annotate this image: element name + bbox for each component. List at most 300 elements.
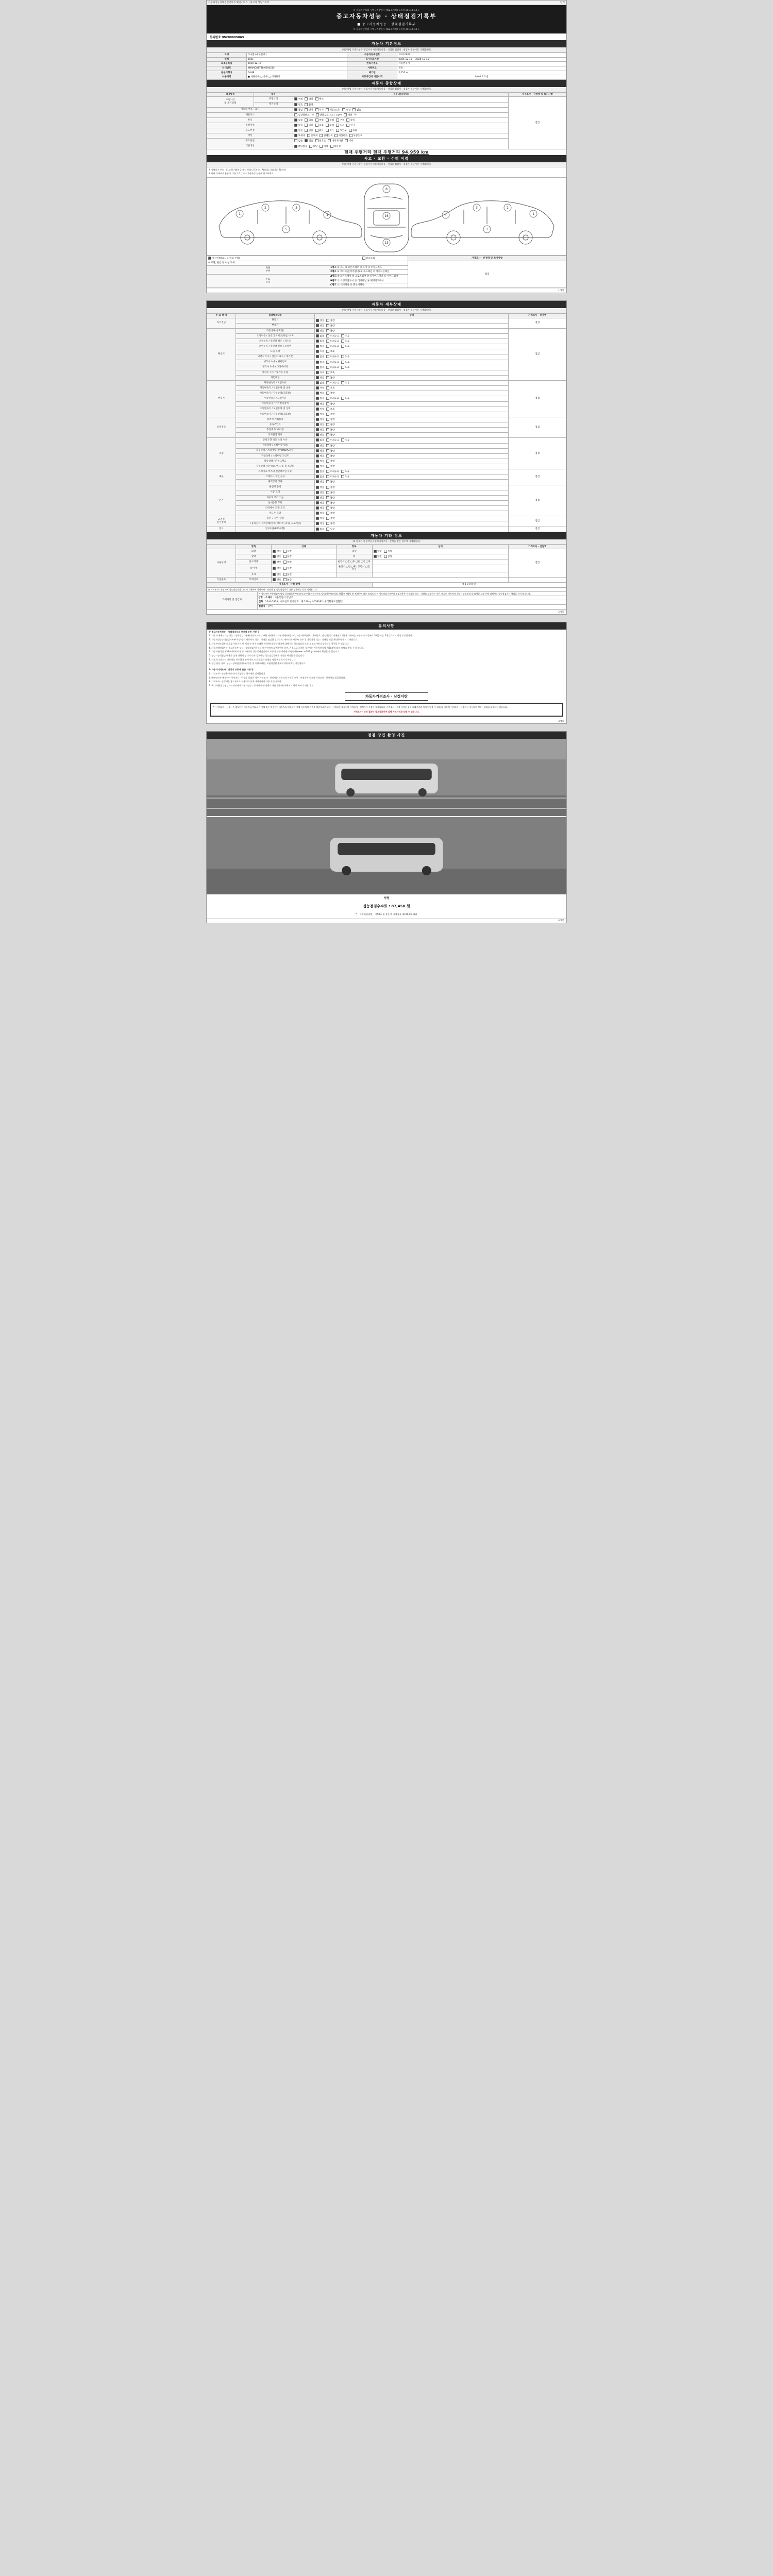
col-head-content: 내용 xyxy=(254,92,293,97)
detail-item-options[interactable]: 양호 불량 xyxy=(315,328,509,333)
detail-item-label: 냉각수 누수 / 라디에이터 xyxy=(236,365,314,370)
browser-title: 자동차성능상태점검기록부 확인서비스 | 중고차 성능기록부 xyxy=(208,2,270,4)
detail-item-label: 오일누유 / 실린더 커버(로커암) 커버 xyxy=(236,333,314,338)
detail-group-price: 점검 xyxy=(509,516,566,527)
detail-item-options[interactable]: 양호 불량 xyxy=(315,375,509,380)
detail-item-options[interactable]: 양호 불량 xyxy=(315,453,509,459)
total-label: 가격조사 · 산정 합계 xyxy=(207,583,373,587)
label-year: 연식 xyxy=(207,57,247,62)
detail-item-options[interactable]: 없음 미세누유 누유 xyxy=(315,469,509,474)
other-item-right: 운전석 □전 □후 □운 □전 □후 xyxy=(336,560,372,565)
other-options-left[interactable]: 양호 불량 xyxy=(272,572,336,577)
page-2-footer: 2/4쪽 xyxy=(207,609,566,614)
section-detail-sub: (자동차법 기준사항은 점검자가 자동차등록증 · 산업용 점검사 · 점검자 경우에만 기재합니다) xyxy=(207,308,566,313)
row-cat-color: 색상 xyxy=(207,133,293,139)
detail-item-label: 작동상태 / 스티어링 조인트 xyxy=(236,453,314,459)
price-definition-body: * 「가격조사 · 산정」은 매도인이 자동차를 매도하기 전에 또는 매수인이 자동차를 매수하기 전에 자동차의 가격을 객관적으로 조사 · 산정하는 제도이며 가격조사 · 산정자가 산정한 가격입니다. 가격조사 · 산정 가격은 실제 거래가격과 차이가 있을 수 있으며, 자동차 가격조사 · 산정자는 자동차의 성능 · 상태를 보증하지 않습니다. xyxy=(213,705,508,708)
table-row xyxy=(207,318,566,323)
detail-item-label: 수동변속기 / 오일누유 xyxy=(236,396,314,401)
other-options-right[interactable] xyxy=(372,560,509,565)
detail-group-price: 점검 xyxy=(509,469,566,485)
page-3-footer: 3/4쪽 xyxy=(207,719,566,723)
accident-note-1: ※ 상태표시 부호 : X(교환), W(판금 또는 용접), C(부식), A(흠집), U(요철), T(손상) xyxy=(209,168,286,171)
table-row xyxy=(207,527,566,532)
svg-text:3: 3 xyxy=(476,206,478,210)
row-opts-plate[interactable]: 동일 상이 부식 훼손(오손) 변경 없음 xyxy=(293,107,509,112)
detail-group-label: 제동 xyxy=(207,469,236,485)
detail-group-label: 연료 xyxy=(207,527,236,532)
other-col-state2: 상태 xyxy=(372,545,509,549)
detail-item-options[interactable]: 양호 불량 xyxy=(315,433,509,438)
notice-item: 3. 자동차인도일부터 보증기간(기간 및 거리 중 먼저 도래한 것)내에 발생한 하자에 대해서는 성능점검자 또는 보험회사에 보증수리를 청구할 수 있습니다. xyxy=(209,642,350,645)
notice-item: 4. 자동차매매업자는 중고자동차 성능 · 상태점검기록부를 매수인에게 교부하여야 하며, 거짓으로 기재한 경우에는 자동차관리법 제58조에 따라 처벌을 받을 수 있습니다. xyxy=(209,646,364,649)
detail-group-label: 자기진단 xyxy=(207,318,236,328)
label-vin: 차대번호 xyxy=(207,66,247,71)
detail-item-label: 냉각수 누수 / 워터펌프 xyxy=(236,360,314,365)
photo-front xyxy=(207,739,566,816)
mileage-highlight: 현재 주행거리 현재 주행거리 94,959 km xyxy=(344,149,429,155)
detail-item-options[interactable]: 없음 미세누유 누유 xyxy=(315,396,509,401)
label-regno: 자동차등록번호 xyxy=(347,53,397,58)
row-opts-emission[interactable]: 일산화탄소 % 탄화수소(H.C) ppm 매연 % xyxy=(293,112,509,117)
detail-item-options[interactable]: 양호 불량 xyxy=(315,511,509,516)
other-col-item2: 항목 xyxy=(336,545,372,549)
value-vin: KNAMC81TBBMS00515 xyxy=(246,66,347,71)
parts-group-outer: 외판 부위 xyxy=(207,265,329,274)
detail-item-label: 냉각수 누수 / 실린더 헤드 / 개스킷 xyxy=(236,354,314,360)
other-options-left[interactable]: 양호 불량 xyxy=(272,560,336,565)
notice-item: 1. 가격조사 · 산정은 매수인이 요청하는 경우에만 실시합니다. xyxy=(209,672,266,675)
section-other-bar: 자동차 기타 정보 xyxy=(207,532,566,539)
detail-item-label: 자동변속기 / 오일유량 및 상태 xyxy=(236,386,314,391)
detail-group-price: 점검 xyxy=(509,381,566,417)
other-item-right: 운전석 □전 □후 / 동반석 □전 □후 xyxy=(336,565,372,572)
detail-group-label: 동력전달 xyxy=(207,417,236,438)
parts-rank-2: 2랭크 ⑤ 쿼터패널(리어휀더) ⑥ 루프패널 ⑦ 사이드실패널 xyxy=(329,270,408,275)
detail-item-options[interactable]: 양호 불량 xyxy=(315,480,509,485)
notice-item: 3. 가격조사 · 산정액은 참고자료로 사용되며 실제 거래가격과 다를 수 있습니다. xyxy=(209,680,282,683)
value-carname: 카니발 (세부설명 ) xyxy=(246,53,347,58)
row-cat-emission: 배출가스 xyxy=(207,112,293,117)
photo-front-svg xyxy=(207,739,566,816)
detail-item-options[interactable]: 양호 불량 xyxy=(315,391,509,396)
other-item-right: 내장 xyxy=(336,549,372,554)
detail-item-options[interactable]: 양호 불량 xyxy=(315,495,509,500)
detail-item-options[interactable]: 없음 미세누수 누수 xyxy=(315,365,509,370)
label-displacement: 배기량 xyxy=(347,71,397,75)
fee-value: 87,450 원 xyxy=(391,904,410,908)
detail-item-options[interactable]: 양호 불량 xyxy=(315,428,509,433)
section-overall-bar: 자동차 종합상태 xyxy=(207,80,566,87)
doc-number-label: 등록번호 xyxy=(210,36,221,39)
fee-label: 성능점검수수료 xyxy=(363,904,388,908)
overall-state-table xyxy=(207,92,566,149)
row-opts-usechange[interactable]: 없음 있음 렌트 리스 영업용 관용 xyxy=(293,128,509,133)
row-cat-options: 주요옵션 xyxy=(207,139,293,144)
notice-item: 1. 자동차 매매업자는 성능 · 상태점검기록부(자동차 · 산업 부분 제외)에 기재된 사항(주행거리, 자동차등록번호, 차대번호, 변속기종류, 사용연료 등)에 대해서는 자동차 인도일부터 30일 이상, 2천킬로미터 이상 보증합니다. xyxy=(209,634,413,637)
price-definition-title: 자동차가격조사 · 산정이란 xyxy=(345,692,428,701)
legend-simple[interactable]: 단순수리 xyxy=(329,256,408,261)
detail-item-label: 실내송풍 모터 xyxy=(236,500,314,505)
detail-item-label: 디퍼렌셜 기어 xyxy=(236,433,314,438)
detail-item-options[interactable]: 양호 불량 xyxy=(315,443,509,448)
inspector-row-phone: 전화 : 1544-5978 / 대표번호 등록번호 : 제 140-선1-659192 (주식회사보험협회) xyxy=(257,600,566,605)
other-item-left: 타이어 xyxy=(236,565,272,572)
other-options-right[interactable]: 양호 불량 xyxy=(372,554,509,560)
notice-item: 4. 특기사항(성능점검자 · 산정자의 자동차성능 · 상태에 대한 견해가 다른 경우)에 대해서도 확인 하시기 바랍니다. xyxy=(209,684,314,687)
other-options-left[interactable]: 양호 불량 xyxy=(272,554,336,560)
notice-section-a xyxy=(207,630,566,689)
photo-rear xyxy=(207,817,566,894)
parts-rank-1: 1랭크 ① 후드 ② 프론트휀더 ③ 도어 ④ 트렁크리드 xyxy=(329,265,408,270)
other-item-left: 광택 xyxy=(236,554,272,560)
detail-item-options[interactable]: 양호 불량 xyxy=(315,516,509,521)
table-row xyxy=(207,469,566,474)
base-item-opts[interactable]: 양호 불량 xyxy=(272,578,509,583)
detail-group-price: 점검 xyxy=(509,438,566,469)
table-row xyxy=(207,438,566,443)
price-definition-red: 가격조사 · 산정 결과는 참고자료이며 실제 거래가격과 다를 수 있습니다. xyxy=(354,710,419,713)
page-1 xyxy=(206,0,567,293)
detail-item-label: 자동변속기 / 작동상태(공회전) xyxy=(236,391,314,396)
row-opts-options[interactable]: 없음 있음 선루프 내비게이션 기타 xyxy=(293,139,509,144)
inspector-side-label: 특기사항 및 점검자 xyxy=(207,591,258,609)
label-fueltype: 사용연료 xyxy=(347,66,397,71)
parts-rank-a: A랭크 ⑧ 프론트패널 ⑨ 크로스멤버 ⑩ 인사이드패널 ⑪ 사이드멤버 xyxy=(329,275,408,279)
form-caption: ※ 자동차관리법 시행규칙 [별지 제82호서식] <개정 2019.6.14.> xyxy=(353,9,420,12)
detail-item-label: 자동변속기 / 오일누유 xyxy=(236,381,314,386)
other-col-price: 가격조사 · 산정액 xyxy=(509,545,566,549)
notice-bar: 유의사항 xyxy=(207,622,566,630)
detail-item-label: 동력조향 작동 오일 누유 xyxy=(236,438,314,443)
row-opts-recall[interactable]: 해당없음 해당 이행 미이행 xyxy=(293,144,509,149)
row-item-gauge: 계기상태 xyxy=(254,102,293,107)
accident-legend-table xyxy=(207,256,566,288)
legend-accident[interactable]: 사고이력(유사고 여부 포함) xyxy=(207,256,329,261)
detail-group-price: 점검 xyxy=(509,318,566,328)
detail-item-label: 작동상태 / 타이로드엔드 및 볼 조인트 xyxy=(236,464,314,469)
row-cat-recall: 리콜대상 xyxy=(207,144,293,149)
section-basic-info-sub: (자동차법 기준사항은 점검자가 자동차등록증 · 산업용 점검사 · 점검자 경우에만 기재합니다) xyxy=(207,47,566,53)
detail-item-options[interactable]: 양호 불량 xyxy=(315,318,509,323)
detail-item-label: 오일누유 / 실린더 헤드 / 개스킷 xyxy=(236,339,314,344)
page-subtitle: ■ 중고자동차성능 · 상태점검기록부 xyxy=(357,23,416,26)
row-opts-color[interactable]: 무채색 유채색 전체도색 색상변경 부분도색 xyxy=(293,133,509,139)
document-header xyxy=(207,5,566,33)
detail-group-price: 점검 xyxy=(509,417,566,438)
detail-item-options[interactable]: 양호 불량 xyxy=(315,506,509,511)
section-other-sub: (※ 항목은 통상적인 자동차가격조사 · 산정을 받는 경우에 기재합니다) xyxy=(207,539,566,545)
value-transmission: 자동변속기 xyxy=(397,62,566,66)
value-engine: D4HB xyxy=(246,71,347,75)
value-regno: 14허 0612 xyxy=(397,53,566,58)
other-options-right[interactable]: 양호 불량 xyxy=(372,549,509,554)
other-options-right[interactable] xyxy=(372,565,509,572)
mileage-value: 현재 주행거리 94,959 km xyxy=(373,149,429,155)
detail-item-label: 작동상태 / 파워크랭크 xyxy=(236,459,314,464)
other-options-left[interactable]: 양호 불량 xyxy=(272,549,336,554)
row-cat-mileage: 주행거리 및 계기상태 xyxy=(207,97,254,107)
svg-text:3: 3 xyxy=(295,206,297,210)
table-row xyxy=(207,516,566,521)
detail-item-options[interactable]: 없음 미세누유 누유 xyxy=(315,333,509,338)
detail-col-price: 가격조사 · 산정액 xyxy=(509,313,566,318)
row-cat-usechange: 용도변경 xyxy=(207,128,293,133)
base-item-price xyxy=(509,578,566,583)
base-item-label: 기본품목 xyxy=(207,578,236,583)
inspector-table xyxy=(207,587,566,609)
inspector-note: ※ 가격조사 · 산정자에 성능점검자와 다르게 기재하여 가격조사 · 산정자 및 성능점검자가 다른 경우에는 각각 기재합니다. xyxy=(207,587,566,591)
detail-item-options[interactable]: 양호 불량 xyxy=(315,422,509,428)
detail-item-label: 시동 모터 xyxy=(236,490,314,495)
other-item-right xyxy=(336,572,372,577)
photo-rear-svg xyxy=(207,817,566,894)
other-col-item: 항목 xyxy=(236,545,272,549)
detail-item-label: 원동기 xyxy=(236,318,314,323)
table-row xyxy=(207,417,566,422)
detail-item-options[interactable]: 양호 불량 xyxy=(315,412,509,417)
parts-rank-c: C랭크 ⑮ 대시패널 ⑯ 플로어패널 xyxy=(329,283,408,288)
detail-item-label: 수동변속기 / 작동상태(공회전) xyxy=(236,412,314,417)
detail-item-label: 냉각수 누수 / 냉각수 수량 xyxy=(236,370,314,375)
notice-item: 8. 점검 관련 자료 (성능 · 상태점검기록부 발급 및 이력조회)는 보험개발원 홈페이지에서 확인 가능합니다. xyxy=(209,662,306,665)
detail-item-options[interactable]: 양호 불량 xyxy=(315,500,509,505)
section-accident-sub: (자동차법 기준사항은 점검자가 자동차등록증 · 산업용 점검사 · 점검자 경우에만 기재합니다) xyxy=(207,162,566,167)
section-basic-info-bar: 자동차 기본정보 xyxy=(207,40,566,47)
svg-text:13: 13 xyxy=(384,241,389,245)
row-opts-special[interactable]: 없음 있음 침수 화재 전손 도난 xyxy=(293,123,509,128)
accident-note-2: ※ 하단 상태표시 용품의 기준(기호), 기타 차량특성 설명에 참고하세요 xyxy=(209,172,274,175)
detail-group-label: 변속기 xyxy=(207,381,236,417)
signature-label: 서명 xyxy=(383,896,390,900)
legend-price-head: 가격조사 · 산정액 및 특기사항 xyxy=(408,256,566,261)
total-value: 0 0 0 0 0 원 xyxy=(372,583,566,587)
section-detail-bar: 자동차 세부상태 xyxy=(207,301,566,308)
other-item-left: 룸크리닝 xyxy=(236,560,272,565)
other-options-left[interactable]: 양호 불량 xyxy=(272,565,336,572)
other-item-right: 휠 xyxy=(336,554,372,560)
detail-col-state: 상태 xyxy=(315,313,509,318)
label-validity: 검사유효기간 xyxy=(347,57,397,62)
close-icon[interactable]: 닫기 xyxy=(560,2,565,4)
browser-bar xyxy=(207,1,566,5)
detail-item-options[interactable]: 적정 부족 xyxy=(315,370,509,375)
value-year: 2021 xyxy=(246,57,347,62)
accident-notes xyxy=(207,167,566,177)
detail-group-label: 고전원 전기장치 xyxy=(207,516,236,527)
inspector-row-person: 점검자 : 김*식 xyxy=(257,605,566,609)
other-item-left: 유리 xyxy=(236,572,272,577)
other-options-right[interactable] xyxy=(372,572,509,577)
row-item-mileage: 주행거리 xyxy=(254,97,293,102)
parts-title: ※ 교환, 판금 등 이상 부위 xyxy=(207,261,408,266)
detail-item-options[interactable]: 없음 미세누수 누수 xyxy=(315,360,509,365)
detail-group-price: 점검 xyxy=(509,328,566,380)
svg-text:4: 4 xyxy=(326,213,328,217)
detail-item-label: 충전구 절연 상태 xyxy=(236,516,314,521)
detail-item-label: 연료누출(LPG포함) xyxy=(236,527,314,532)
detail-item-label: 작동상태 / 스티어링 펌프 xyxy=(236,443,314,448)
detail-item-label: 수동변속기 / 오일유량 및 상태 xyxy=(236,406,314,412)
detail-item-label: 작동상태 / 스티어링 기어(MDPS포함) xyxy=(236,448,314,453)
detail-item-label: 클러치 어셈블리 xyxy=(236,417,314,422)
detail-item-label: 등속조인트 xyxy=(236,422,314,428)
header-note: ※ 자동차관리법 시행규칙 [별지 제82호서식] <개정 2019.6.14.> xyxy=(353,28,420,31)
detail-group-label: 조향 xyxy=(207,438,236,469)
svg-text:7: 7 xyxy=(486,228,488,232)
row-opts-mileage[interactable]: 적정 과다 축소 xyxy=(293,97,509,102)
notice-item: 7. 자동차 소유자는 자동차를 인수하기 전에 반드시 자동차의 상태를 직접 확인하시기 바랍니다. xyxy=(209,658,296,661)
page-4-footer: 4/4쪽 xyxy=(207,918,566,923)
detail-item-label: 추진축 및 베어링 xyxy=(236,428,314,433)
svg-text:16: 16 xyxy=(384,214,389,218)
detail-item-options[interactable]: 양호 불량 xyxy=(315,521,509,527)
detail-item-label: 변속기 xyxy=(236,323,314,328)
doc-number-value: 95200895063 xyxy=(222,36,244,39)
detail-item-label: 오일누유 / 실린더 블록 / 오일팬 xyxy=(236,344,314,349)
page-1-footer: 1/4쪽 xyxy=(207,288,566,293)
detail-col-item: 점검항목내용 xyxy=(236,313,314,318)
detail-group-label: 전기 xyxy=(207,485,236,516)
table-row xyxy=(207,549,566,554)
detail-state-table xyxy=(207,313,566,532)
detail-item-label: 발전기 출력 xyxy=(236,485,314,490)
col-head-price: 가격조사 · 산정액 및 특기사항 xyxy=(509,92,566,97)
detail-item-label: 윈도우 모터 xyxy=(236,511,314,516)
row-cat-special: 특별이력 xyxy=(207,123,293,128)
fee-row: 성능점검수수료 : 87,450 원 xyxy=(363,904,410,908)
detail-item-label: 구동축전지 격리상태(밀폐, 배터리, 파워, 도로기준) xyxy=(236,521,314,527)
doc-number-row xyxy=(207,33,566,40)
notice-item: 5. 자동차관리법 제58조의4에 따른 중고자동차 성능상태점검자의 보증에 관한 사항은 보험회사(www.car365.go.kr)에서 확인할 수 있습니다. xyxy=(209,650,340,653)
other-col-state: 상태 xyxy=(272,545,336,549)
photo-section-bar: 점검 장면 촬영 사진 xyxy=(207,732,566,739)
label-transmission: 변속기종류 xyxy=(347,62,397,66)
svg-text:2: 2 xyxy=(507,206,509,210)
page-3 xyxy=(206,622,567,724)
inspector-row-company: 상호 · 소재지 : 서울특별시 강남구 xyxy=(257,596,566,600)
notice-b-title: ※ 자동차가격조사 · 산정의 보증에 관한 사항 등 xyxy=(209,668,254,671)
table-row xyxy=(207,328,566,333)
notice-a-title: ※ 중고자동차성능 · 상태점검자의 보증에 관한 사항 등 xyxy=(209,630,260,633)
svg-text:4: 4 xyxy=(445,213,447,217)
detail-item-options[interactable]: 적정 부족 xyxy=(315,349,509,354)
other-item-left: 외장 xyxy=(236,549,272,554)
label-inspection-count: 자동차검사 기준이력 xyxy=(347,75,397,80)
page-4 xyxy=(206,731,567,923)
car-diagram xyxy=(207,177,566,256)
detail-item-options[interactable]: 양호 불량 xyxy=(315,448,509,453)
row-cat-tuning: 튜닝 xyxy=(207,117,293,123)
svg-text:5: 5 xyxy=(285,228,287,232)
detail-group-price: 점검 xyxy=(509,485,566,516)
label-firstreg: 최초등록일 xyxy=(207,62,247,66)
notice-item: 2. 자동차성능상태점검기록부 작성 당시 자동차의 성능 · 상태를 점검한 결과로서, 매수인은 자동차 인수 후 자동차의 성능 · 상태를 직접 확인하여 주시기 바랍니다. xyxy=(209,638,358,641)
other-side-label: 사용상태 xyxy=(207,549,236,578)
price-definition-box xyxy=(210,703,563,717)
detail-item-options[interactable]: 적정 부족 xyxy=(315,386,509,391)
other-col-blank xyxy=(207,545,236,549)
notice-item: 6. 성능 · 상태점검 내용과 실제 차량의 상태가 다른 경우에는 성능점검자에게 이의를 제기할 수 있습니다. xyxy=(209,654,305,657)
value-fueltype: 경유 xyxy=(397,66,566,71)
table-row xyxy=(207,485,566,490)
inspector-desc: 본 성능조사 부분점검의 당일 상품(설명/판매자/보증이행) 자동차인도 당일(자동차관리법 제58조 제1항 및 제2항)에 따른 점검으로 본 성능점검기록부의 점검내용은 자동차의 성능 · 상태를 보증하는 것은 아니며, 자동차의 성능 · 상태점검 후 발생한 고장 등에 대해서는 성능점검자가 책임을 지지 않습니다. xyxy=(257,591,566,596)
col-head-item: 점검항목 xyxy=(207,92,254,97)
label-usage: 사용이력 xyxy=(207,75,247,80)
svg-text:8: 8 xyxy=(385,188,388,192)
detail-item-options[interactable]: 양호 불량 xyxy=(315,485,509,490)
overall-price-note: 점검 xyxy=(509,97,566,149)
parts-rank-b: B랭크 ⑫ 트렁크플로어 ⑬ 리어패널 ⑭ 패키지트레이 xyxy=(329,279,408,283)
other-info-table xyxy=(207,545,566,587)
detail-item-options[interactable]: 양호 불량 xyxy=(315,401,509,406)
value-displacement: 2,151 cc xyxy=(397,71,566,75)
value-firstreg: 2020-12-16 xyxy=(246,62,347,66)
detail-item-options[interactable]: 없음 미세누수 누수 xyxy=(315,354,509,360)
label-carname: 차명 xyxy=(207,53,247,58)
detail-item-label: 브레이크 오일 누유 xyxy=(236,474,314,480)
detail-item-label: 커먼레일 xyxy=(236,375,314,380)
page-4-legal-note: * 「자동차관리법」 제58조 및 같은 법 시행규칙 제120조에 따라 xyxy=(356,912,417,916)
value-validity: 2026-12-16 ~ 2026-12-15 xyxy=(397,57,566,62)
detail-item-options[interactable]: 양호 불량 xyxy=(315,417,509,422)
value-usage: ■ 사용유무 □ 유무 □ 비사용차 xyxy=(246,75,347,80)
table-row xyxy=(207,381,566,386)
basic-info-table xyxy=(207,53,566,80)
detail-item-label: 브레이크 마스터 실린더오일 누유 xyxy=(236,469,314,474)
detail-item-options[interactable]: 없음 미세누유 누유 xyxy=(315,438,509,443)
col-head-state: 점검내용(상태) xyxy=(293,92,509,97)
detail-item-label: 와이퍼 모터 기능 xyxy=(236,495,314,500)
parts-group-frame: 주요 골격 xyxy=(207,275,329,288)
detail-item-options[interactable]: 양호 불량 xyxy=(315,490,509,495)
detail-item-label: 작동상태(공회전) xyxy=(236,328,314,333)
accident-price-note: 점검 xyxy=(408,261,566,288)
detail-col-group: 주 요 장 치 xyxy=(207,313,236,318)
detail-item-options[interactable]: 없음 미세누유 누유 xyxy=(315,381,509,386)
detail-item-options[interactable]: 적정 부족 xyxy=(315,406,509,412)
detail-item-label: 오일 유량 xyxy=(236,349,314,354)
section-overall-sub: (자동차법 기준사항은 점검자가 자동차등록증 · 산업용 점검사 · 점검자 경우에만 기재합니다) xyxy=(207,87,566,92)
other-price-note: 점검 xyxy=(509,549,566,578)
detail-item-options[interactable]: 양호 불량 xyxy=(315,323,509,328)
page-title: 중고자동차성능 · 상태점검기록부 xyxy=(336,13,437,20)
svg-text:1: 1 xyxy=(532,212,534,216)
detail-item-options[interactable]: 양호 불량 xyxy=(315,464,509,469)
label-engine: 원동기형식 xyxy=(207,71,247,75)
svg-text:1: 1 xyxy=(239,212,241,216)
row-opts-tuning[interactable]: 없음 있음 적법 불법 구조 장치 xyxy=(293,117,509,123)
base-item-name: 브레이크 xyxy=(236,578,272,583)
detail-item-label: 라디에이터 팬 모터 xyxy=(236,506,314,511)
svg-text:2: 2 xyxy=(264,206,266,210)
notice-item: 2. 매매업자가 매수인이 가격조사 · 산정을 의뢰한 경우 가격조사 · 산정자는 자동차의 가격을 조사 · 산정하여 중고차 가격조사 · 산정서를 발급합니다. xyxy=(209,676,346,679)
detail-item-options[interactable]: 없음 미세누유 누유 xyxy=(315,344,509,349)
detail-group-label: 원동기 xyxy=(207,328,236,380)
detail-item-label: 수동변속기 / 기어변속장치 xyxy=(236,401,314,406)
row-opts-gauge[interactable]: 양호 불량 xyxy=(293,102,509,107)
car-diagram-svg xyxy=(209,178,564,254)
detail-item-options[interactable]: 없음 있음 xyxy=(315,527,509,532)
detail-item-label: 배력장치 상태 xyxy=(236,480,314,485)
page-2 xyxy=(206,300,567,615)
section-accident-bar: 사고 · 교환 · 수리 이력 xyxy=(207,155,566,162)
row-cat-plate: 자동차 번호 · 표기 xyxy=(207,107,293,112)
detail-item-options[interactable]: 양호 불량 xyxy=(315,459,509,464)
detail-item-options[interactable]: 없음 미세누유 누유 xyxy=(315,339,509,344)
detail-item-options[interactable]: 없음 미세누유 누유 xyxy=(315,474,509,480)
detail-group-price: 점검 xyxy=(509,527,566,532)
